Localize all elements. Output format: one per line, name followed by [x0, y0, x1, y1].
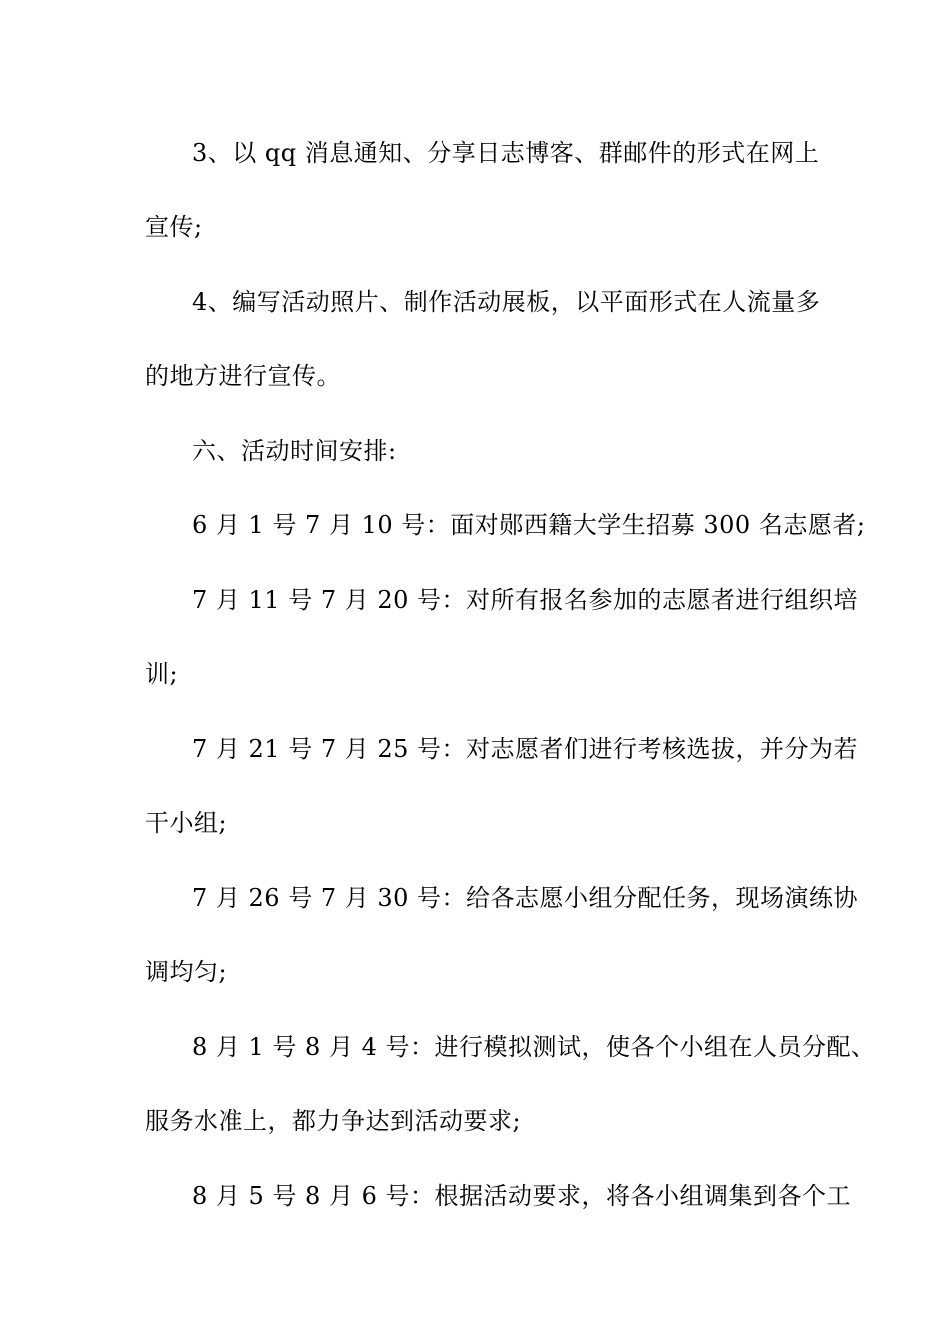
text-line-schedule-4-cont: 调均匀;	[145, 958, 228, 986]
text-line-schedule-6: 8 月 5 号 8 月 6 号：根据活动要求，将各小组调集到各个工	[192, 1182, 851, 1210]
text-line-schedule-3-cont: 干小组;	[145, 809, 228, 837]
text-line-schedule-5: 8 月 1 号 8 月 4 号：进行模拟测试，使各个小组在人员分配、	[192, 1033, 876, 1061]
text-line-publicity-boards: 4、编写活动照片、制作活动展板，以平面形式在人流量多	[192, 288, 821, 316]
text-line-schedule-2-cont: 训;	[145, 660, 179, 688]
section-heading-schedule: 六、活动时间安排:	[192, 437, 397, 465]
text-line-schedule-3: 7 月 21 号 7 月 25 号：对志愿者们进行考核选拔，并分为若	[192, 735, 859, 763]
text-line-publicity-online-cont: 宣传;	[145, 213, 203, 241]
text-line-schedule-2: 7 月 11 号 7 月 20 号：对所有报名参加的志愿者进行组织培	[192, 586, 859, 614]
text-line-schedule-4: 7 月 26 号 7 月 30 号：给各志愿小组分配任务，现场演练协	[192, 884, 859, 912]
text-line-publicity-boards-cont: 的地方进行宣传。	[145, 362, 341, 390]
text-line-schedule-1: 6 月 1 号 7 月 10 号：面对郧西籍大学生招募 300 名志愿者;	[192, 511, 866, 539]
text-line-publicity-online: 3、以 qq 消息通知、分享日志博客、群邮件的形式在网上	[192, 139, 820, 167]
text-line-schedule-5-cont: 服务水准上，都力争达到活动要求;	[145, 1107, 522, 1135]
